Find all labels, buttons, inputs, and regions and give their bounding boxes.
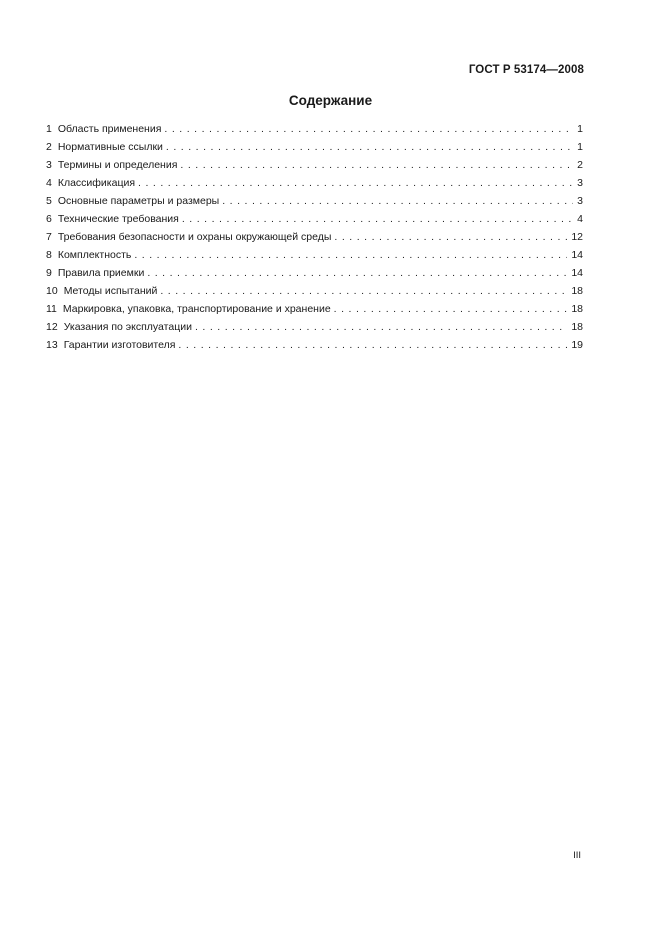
- toc-entry-title: Указания по эксплуатации: [63, 321, 192, 333]
- toc-entry-number: 8: [46, 249, 52, 261]
- toc-entry-page: 19: [571, 339, 583, 351]
- toc-entry-page: 4: [577, 213, 583, 225]
- toc-entry-page: 18: [571, 303, 583, 315]
- toc-entry-page: 14: [571, 267, 583, 279]
- toc-dot-leader: [222, 192, 573, 210]
- toc-entry-title: Основные параметры и размеры: [57, 195, 220, 207]
- toc-entry[interactable]: [46, 156, 583, 174]
- toc-entry[interactable]: [46, 228, 583, 246]
- toc-entry-number: 4: [46, 177, 52, 189]
- toc-entry[interactable]: [46, 300, 583, 318]
- toc-entry-page: 12: [571, 231, 583, 243]
- toc-entry-title: Комплектность: [57, 249, 132, 261]
- toc-dot-leader: [164, 120, 573, 138]
- toc-dot-leader: [182, 210, 573, 228]
- toc-entry-page: 18: [571, 285, 583, 297]
- toc-entry[interactable]: [46, 192, 583, 210]
- toc-entry-number: 7: [46, 231, 52, 243]
- toc-dot-leader: [147, 264, 567, 282]
- toc-entry-number: 6: [46, 213, 52, 225]
- toc-dot-leader: [334, 300, 568, 318]
- toc-entry-title: Правила приемки: [57, 267, 145, 279]
- toc-entry-page: 1: [577, 123, 583, 135]
- toc-entry-number: 2: [46, 141, 52, 153]
- toc-dot-leader: [160, 282, 567, 300]
- toc-entry[interactable]: [46, 120, 583, 138]
- toc-entry-title: Термины и определения: [57, 159, 178, 171]
- toc-entry-title: Требования безопасности и охраны окружающей среды: [57, 231, 332, 243]
- toc-entry[interactable]: [46, 318, 583, 336]
- toc-entry-number: 5: [46, 195, 52, 207]
- document-code: ГОСТ Р 53174—2008: [468, 64, 584, 76]
- toc-dot-leader: [180, 156, 573, 174]
- toc-entry[interactable]: [46, 138, 583, 156]
- toc-entry-page: 18: [571, 321, 583, 333]
- toc-entry[interactable]: [46, 246, 583, 264]
- toc-entry-title: Технические требования: [57, 213, 179, 225]
- toc-entry-title: Методы испытаний: [63, 285, 158, 297]
- toc-entry-title: Нормативные ссылки: [57, 141, 163, 153]
- toc-entry-number: 1: [46, 123, 52, 135]
- toc-entry-page: 3: [577, 195, 583, 207]
- toc-entry-number: 10: [46, 285, 58, 297]
- toc-entry-title: Маркировка, упаковка, транспортирование и хранение: [62, 303, 331, 315]
- toc-entry-page: 3: [577, 177, 583, 189]
- toc-entry-number: 11: [46, 303, 57, 315]
- toc-dot-leader: [334, 228, 567, 246]
- toc-entry-number: 13: [46, 339, 58, 351]
- toc-entry[interactable]: [46, 210, 583, 228]
- toc-entry-number: 12: [46, 321, 58, 333]
- toc-entry-title: Область применения: [57, 123, 162, 135]
- toc-title: Содержание: [288, 93, 373, 108]
- toc-entry-page: 1: [577, 141, 583, 153]
- toc-entry-number: 3: [46, 159, 52, 171]
- page-number: III: [573, 850, 581, 861]
- toc-dot-leader: [166, 138, 573, 156]
- toc-dot-leader: [195, 318, 567, 336]
- toc-entry-title: Гарантии изготовителя: [63, 339, 176, 351]
- toc-entry[interactable]: [46, 336, 583, 354]
- toc-entry[interactable]: [46, 264, 583, 282]
- toc-entry[interactable]: [46, 282, 583, 300]
- toc-entry[interactable]: [46, 174, 583, 192]
- toc-entry-title: Классификация: [57, 177, 136, 189]
- toc-entry-number: 9: [46, 267, 52, 279]
- table-of-contents: [46, 120, 583, 354]
- toc-dot-leader: [134, 246, 567, 264]
- toc-dot-leader: [178, 336, 567, 354]
- toc-entry-page: 14: [571, 249, 583, 261]
- toc-dot-leader: [138, 174, 573, 192]
- toc-entry-page: 2: [577, 159, 583, 171]
